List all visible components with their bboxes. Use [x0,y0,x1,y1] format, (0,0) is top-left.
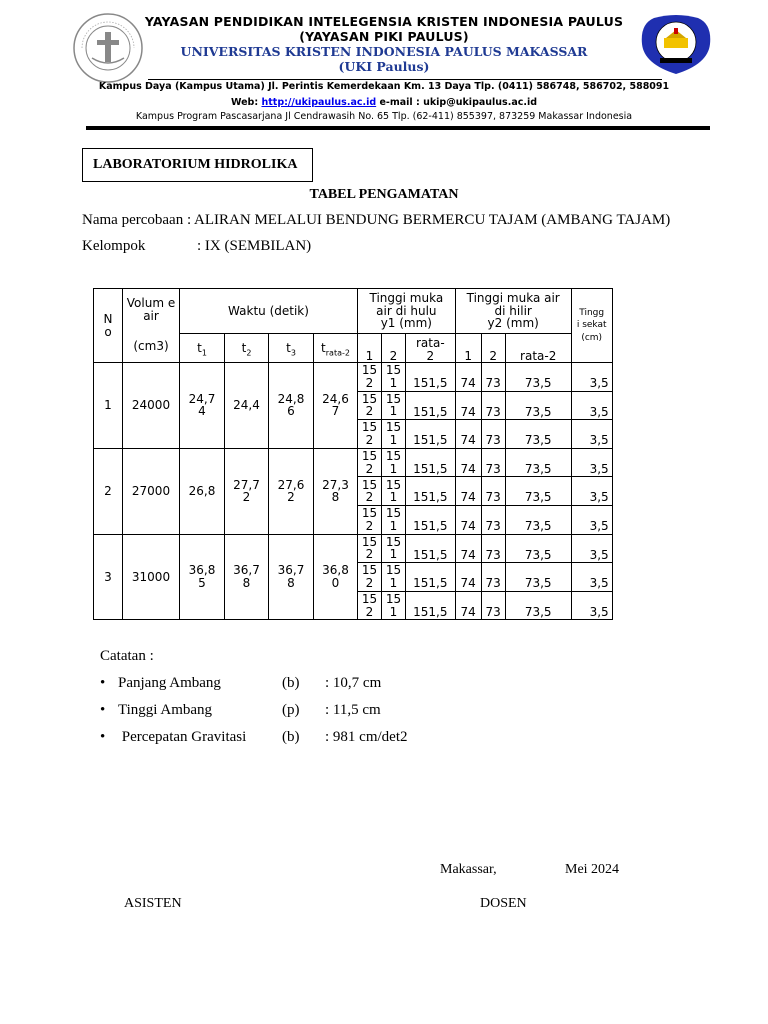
group-value: : IX (SEMBILAN) [197,238,312,254]
cell-y2avg: 73,5 [505,563,571,592]
cell-t3: 36,78 [269,534,314,620]
header-campus2: Kampus Program Pascasarjana Jl Cendrawasih No. 65 Tlp. (62-411) 855397, 873259 Makassar Indonesia [135,111,633,122]
cell-tavg: 27,38 [314,448,358,534]
cell-y1b: 151 [382,591,406,620]
note-bullet: • [100,729,106,745]
cell-y2a: 74 [455,591,481,620]
cell-y1a: 152 [358,534,382,563]
cell-y1a: 152 [358,363,382,392]
header-divider-thick [86,126,710,130]
cell-y1avg: 151,5 [406,591,456,620]
header-downstream-unit: y2 (mm) [487,316,539,331]
header-y1-avg: rata-2 [406,334,456,363]
cell-no: 2 [94,448,123,534]
group-label: Kelompok [82,238,146,254]
table-title: TABEL PENGAMATAN [309,187,459,202]
note-symbol: (p) [282,702,300,718]
table-row [94,448,613,477]
header-university-name: UNIVERSITAS KRISTEN INDONESIA PAULUS MAKASSAR [180,44,588,59]
cell-gate: 3,5 [571,591,612,620]
group-line [82,238,312,255]
header-university-short: (UKI Paulus) [338,59,430,74]
cell-tavg: 24,67 [314,363,358,449]
cell-y1a: 152 [358,420,382,449]
cell-gate: 3,5 [571,448,612,477]
header-foundation-short: (YAYASAN PIKI PAULUS) [299,29,469,44]
cell-t1: 26,8 [180,448,225,534]
header-t1: $t_1$ [180,334,225,363]
signature-lecturer: DOSEN [480,896,527,911]
cell-y2b: 73 [481,505,505,534]
cell-t1: 24,74 [180,363,225,449]
cell-y2b: 73 [481,591,505,620]
cell-y2avg: 73,5 [505,477,571,506]
header-y1-1: 1 [358,334,382,363]
header-y2-2: 2 [481,334,505,363]
experiment-name-label: Nama percobaan : [82,212,195,228]
cell-y2a: 74 [455,363,481,392]
cell-y1a: 152 [358,448,382,477]
header-address: Kampus Daya (Kampus Utama) Jl. Perintis Kemerdekaan Km. 13 Daya Tlp. (0411) 586748, 586702, 588091 [98,81,670,92]
cell-y2avg: 73,5 [505,534,571,563]
cell-y2a: 74 [455,534,481,563]
cell-y2a: 74 [455,477,481,506]
header-gate: Tingg i sekat (cm) [571,289,612,363]
cell-y1a: 152 [358,563,382,592]
note-label: Percepatan Gravitasi [118,729,247,745]
lab-title-box [82,148,313,182]
header-t2: $t_2$ [225,334,269,363]
header-upstream [358,289,456,334]
cell-y1avg: 151,5 [406,448,456,477]
cell-y1avg: 151,5 [406,505,456,534]
cell-t2: 36,78 [225,534,269,620]
header-y2-1: 1 [455,334,481,363]
cell-y1a: 152 [358,391,382,420]
cell-y1b: 151 [382,420,406,449]
cell-volume: 31000 [123,534,180,620]
cell-no: 3 [94,534,123,620]
header-foundation-name: YAYASAN PENDIDIKAN INTELEGENSIA KRISTEN INDONESIA PAULUS [144,14,624,29]
note-value: : 11,5 cm [325,702,381,718]
email-text: e-mail : ukip@ukipaulus.ac.id [379,97,538,108]
note-symbol: (b) [282,729,300,745]
signature-assistant: ASISTEN [124,896,182,911]
cell-volume: 27000 [123,448,180,534]
cell-y2b: 73 [481,363,505,392]
cell-y2a: 74 [455,420,481,449]
note-value: : 981 cm/det2 [325,729,408,745]
notes-title: Catatan : [100,648,154,664]
web-link[interactable]: http://ukipaulus.ac.id [261,97,377,108]
cell-y2a: 74 [455,391,481,420]
cell-y2avg: 73,5 [505,391,571,420]
cell-t2: 24,4 [225,363,269,449]
cell-y1avg: 151,5 [406,363,456,392]
observation-table [93,288,613,620]
cell-y2b: 73 [481,391,505,420]
cell-gate: 3,5 [571,391,612,420]
cell-volume: 24000 [123,363,180,449]
signature-city: Makassar, [440,862,497,877]
cell-y1b: 151 [382,363,406,392]
cell-t3: 27,62 [269,448,314,534]
header-upstream-label: Tinggi muka air di hulu [369,291,444,318]
header-t3: $t_3$ [269,334,314,363]
cell-no: 1 [94,363,123,449]
cell-y1b: 151 [382,505,406,534]
cell-gate: 3,5 [571,534,612,563]
cell-y1avg: 151,5 [406,391,456,420]
cell-y2avg: 73,5 [505,448,571,477]
cell-y2b: 73 [481,448,505,477]
cell-y1avg: 151,5 [406,563,456,592]
cell-gate: 3,5 [571,505,612,534]
cell-y1avg: 151,5 [406,477,456,506]
header-volume-unit: (cm3) [133,339,169,353]
cell-y2b: 73 [481,420,505,449]
cell-gate: 3,5 [571,563,612,592]
cell-gate: 3,5 [571,477,612,506]
cell-y1b: 151 [382,563,406,592]
table-body [94,363,613,620]
cell-tavg: 36,80 [314,534,358,620]
cell-gate: 3,5 [571,363,612,392]
cell-y1b: 151 [382,448,406,477]
note-bullet: • [100,702,106,718]
cell-t1: 36,85 [180,534,225,620]
cell-y1a: 152 [358,477,382,506]
header-y1-2: 2 [382,334,406,363]
cell-t2: 27,72 [225,448,269,534]
cell-y2a: 74 [455,448,481,477]
header-upstream-unit: y1 (mm) [380,316,432,331]
cell-y2avg: 73,5 [505,420,571,449]
note-bullet: • [100,675,106,691]
header-volume [123,289,180,363]
cell-y2avg: 73,5 [505,363,571,392]
header-tavg: $t_{rata-2}$ [314,334,358,363]
header-time: Waktu (detik) [180,289,358,334]
cell-y1a: 152 [358,505,382,534]
header-volume-label: Volum e air [126,296,176,323]
cell-y2avg: 73,5 [505,505,571,534]
note-label: Panjang Ambang [118,675,221,691]
experiment-name-value: ALIRAN MELALUI BENDUNG BERMERCU TAJAM (AMBANG TAJAM) [194,212,671,228]
note-label: Tinggi Ambang [118,702,213,718]
cell-y2a: 74 [455,505,481,534]
lab-title: LABORATORIUM HIDROLIKA [93,157,298,172]
cell-y2b: 73 [481,534,505,563]
cell-gate: 3,5 [571,420,612,449]
cell-y2b: 73 [481,563,505,592]
cell-y2avg: 73,5 [505,591,571,620]
table-row [94,363,613,392]
cell-y1avg: 151,5 [406,534,456,563]
cell-y1b: 151 [382,391,406,420]
cell-y2a: 74 [455,563,481,592]
cell-y1a: 152 [358,591,382,620]
cell-y1avg: 151,5 [406,420,456,449]
web-label: Web: [230,97,259,108]
cell-y1b: 151 [382,534,406,563]
header-downstream [455,289,571,334]
experiment-name-line [82,212,670,229]
table-row [94,534,613,563]
cell-y2b: 73 [481,477,505,506]
cell-y1b: 151 [382,477,406,506]
signature-date: Mei 2024 [565,862,620,877]
header-y2-avg: rata-2 [505,334,571,363]
header-downstream-label: Tinggi muka air di hilir [466,291,560,318]
cell-t3: 24,86 [269,363,314,449]
header-web-line [0,97,768,108]
note-symbol: (b) [282,675,300,691]
header-no: N o [94,289,123,363]
note-value: : 10,7 cm [325,675,382,691]
header-divider-thin [148,79,662,80]
